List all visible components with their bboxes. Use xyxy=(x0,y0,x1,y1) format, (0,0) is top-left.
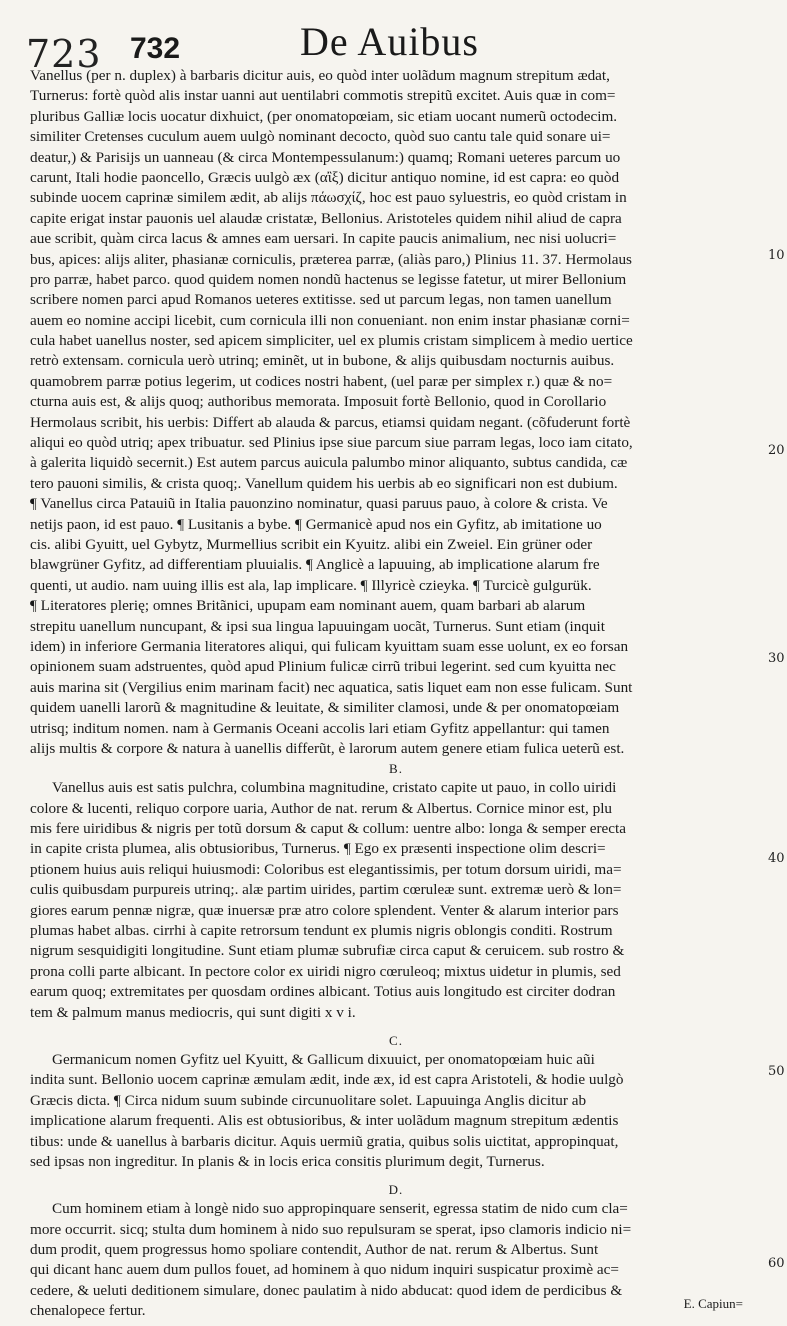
text-line: auem eo nomine accipi licebit, cum cornicula illi non conueniant. non enim instar phasianæ corni= xyxy=(30,311,630,329)
text-line: prona colli parte albicant. In pectore color ex uiridi nigro cœruleoq; mixtus uidetur in plumis, sed xyxy=(30,962,621,980)
text-line: ptionem huius auis reliqui huiusmodi: Coloribus est elegantissimis, per totum dorsum uiridi, ma= xyxy=(30,860,622,878)
text-line: in capite crista plumea, alis obtusioribus, Turnerus. ¶ Ego ex præsenti inspectione olim descri= xyxy=(30,840,606,858)
margin-line-number: 50 xyxy=(768,1064,785,1079)
text-line: netijs paon, id est pauo. ¶ Lusitanis a bybe. ¶ Germanicè apud nos ein Gyfitz, ab imitatione uo xyxy=(30,515,602,533)
text-line: sed ipsas non ingreditur. In planis & in locis erica consitis plurimum degit, Turnerus. xyxy=(30,1152,545,1170)
text-line: blawgrüner Gyfitz, ad differentiam pluuialis. ¶ Anglicè a lapuuing, ab implicatione alarum fre xyxy=(30,556,600,574)
text-line: aue scribit, quàm circa lacus & amnes eam uersari. In capite paucis animalium, nec nisi uolucri= xyxy=(30,230,617,248)
text-line: nigrum sesquidigiti longitudine. Sunt etiam plumæ subrufiæ circa caput & ceruicem. sub rostro & xyxy=(30,942,625,960)
text-line: indita sunt. Bellonio uocem caprinæ æmulam ædit, inde æx, id est capra Aristoteli, & hodie uulgò xyxy=(30,1071,624,1089)
text-line: bus, apices: alijs aliter, phasianæ corniculis, præterea parræ, (aliàs paro,) Plinius 11. 37. Hermolaus xyxy=(30,250,632,268)
text-line: chenalopece fertur. xyxy=(30,1302,146,1320)
section-heading-d: D. xyxy=(388,1182,404,1198)
text-line: quamobrem parræ potius legerim, ut codices nostri habent, (uel paræ per simplex r.) quæ & no= xyxy=(30,372,613,390)
text-line: giores earum pennæ nigræ, quæ inuersæ præ atro colore splendent. Venter & alarum interior pars xyxy=(30,901,619,919)
text-line: tibus: unde & uanellus à barbaris dicitur. Aquis uermiũ gratia, quibus solis uictitat, appropinquat, xyxy=(30,1132,619,1150)
text-line: strepitu uanellum nuncupant, & ipsi sua lingua lapuuingam uocãt, Turnerus. Sunt etiam (inquit xyxy=(30,617,605,635)
text-line: cis. alibi Gyuitt, uel Gybytz, Murmellius scribit ein Kyuitz. alibi ein Zweiel. Ein grüner oder xyxy=(30,535,593,553)
text-line: Vanellus auis est satis pulchra, columbina magnitudine, cristato capite ut pauo, in collo uiridi xyxy=(52,779,617,797)
running-title: De Auibus xyxy=(300,19,479,64)
text-line: alijs multis & corpore & natura à uanellis differũt, è larorum autem genere etiam fulica ueterũ est. xyxy=(30,739,625,757)
text-line: scribere nomen parci apud Romanos ueteres extitisse. sed ut parcum legas, non tamen uanellum xyxy=(30,291,612,309)
main-text xyxy=(30,66,762,1322)
text-line: aliqui eo quòd utriq; apex tribuatur. sed Plinius ipse siue parcum siue parram legas, loco iam citato, xyxy=(30,434,633,452)
text-line: Vanellus (per n. duplex) à barbaris dicitur auis, eo quòd inter uolãdum magnum strepitum ædat, xyxy=(30,67,610,84)
text-line: Germanicum nomen Gyfitz uel Kyuitt, & Gallicum dixuuict, per onomatopœiam huic aũi xyxy=(52,1050,595,1068)
text-line: mis fere uiridibus & nigris per totũ dorsum & caput & collum: uentre albo: longa & semper erecta xyxy=(30,820,626,838)
text-line: ¶ Literatores plerię; omnes Britãnici, upupam eam nominant auem, quam barbari ab alarum xyxy=(30,597,586,615)
text-line: capite erigat instar pauonis uel alaudæ cristatæ, Bellonius. Aristoteles quidem nihil aliud de capra xyxy=(30,209,622,227)
margin-line-number: 60 xyxy=(768,1256,785,1271)
text-line: qui dicant hanc auem dum pullos fouet, ad hominem à quo nidum inquiri suspicatur proximè ac= xyxy=(30,1261,619,1279)
text-line: ¶ Vanellus circa Patauiũ in Italia pauonzino nominatur, quasi paruus pauo, à colore & crista. Ve xyxy=(30,495,608,513)
margin-line-number: 30 xyxy=(768,651,785,666)
text-line: subinde uocem caprinæ similem ædit, ab alijs πάωσχίζ, hoc est pauo syluestris, eo quòd cristam in xyxy=(30,189,627,207)
text-line: Cum hominem etiam à longè nido suo appropinquare senserit, egressa statim de nido cum cla= xyxy=(52,1200,628,1218)
text-line: carunt, Itali hodie paoncello, Græcis uulgò æx (αἲξ) dicitur antiquo nomine, id est capra: eo quòd xyxy=(30,168,620,186)
text-line: à galerita liquidò secernit.) Est autem parcus auicula palumbo minor aliquanto, subtus candida, cæ xyxy=(30,454,628,472)
text-line: earum quoq; extremitates per quosdam ordines albicant. Totius auis longitudo est circiter dodran xyxy=(30,983,616,1001)
margin-line-number: 10 xyxy=(768,248,785,263)
text-line: idem) in inferiore Germania literatores aliqui, qui fulicam kyuittam suam esse uolunt, ex eo forsan xyxy=(30,637,629,655)
text-line: pro parræ, habet parco. quod quidem nomen nondũ hactenus se legisse fatetur, ut mirer Bellonium xyxy=(30,270,627,288)
section-heading-c: C. xyxy=(389,1032,403,1048)
text-line: pluribus Galliæ locis uocatur dixhuict, (per onomatopœiam, sic etiam uocant numerũ octodecim. xyxy=(30,107,618,125)
text-line: opinionem suam adstruentes, quòd apud Plinium fulicæ cirrũ tribui legerint. sed cum kyuitta nec xyxy=(30,658,616,676)
text-line: Hermolaus scribit, his uerbis: Differt ab alauda & parcus, etiamsi quidam negant. (cõfuderunt fortè xyxy=(30,413,631,431)
text-line: quenti, ut audio. nam uuing illis est ala, lap implicare. ¶ Illyricè czieyka. ¶ Turcicè gulgurük. xyxy=(30,576,592,594)
text-line: cula habet uanellus noster, sed apicem simpliciter, uel ex plumis cristam simplicem à medio uertice xyxy=(30,332,633,350)
section-gap xyxy=(30,1172,762,1180)
text-line: colore & lucenti, reliquo corpore uaria, Author de nat. rerum & Albertus. Cornice minor est, plu xyxy=(30,799,613,817)
text-line: quidem uanelli larorũ & magnitudine & leuitate, & similiter clamosi, unde & per onomatopœiam xyxy=(30,699,620,717)
text-line: utrisq; inditum nomen. nam à Germanis Oceani accolis lari etiam Gyfitz appellantur: qui tamen xyxy=(30,719,610,737)
text-line: culis quibusdam purpureis utrinq;. alæ partim uirides, partim cœruleæ sunt. extremæ uerò & lon= xyxy=(30,881,622,899)
text-line: Turnerus: fortè quòd alis instar uanni aut uentilabri commotis strepitũ excitet. Auis quæ in com= xyxy=(30,87,616,105)
text-line: Græcis dicta. ¶ Circa nidum suum subinde circunuolitare solet. Lapuuinga Anglis dicitur ab xyxy=(30,1091,587,1109)
margin-line-number: 20 xyxy=(768,443,785,458)
text-line: more occurrit. sicq; stulta dum hominem à nido suo repulsuram se sperat, ipso clamoris indicio ni= xyxy=(30,1220,632,1238)
text-line: deatur,) & Parisijs un uanneau (& circa Montempessulanum:) quamq; Romani ueteres parcum uo xyxy=(30,148,621,166)
catchword: E. Capiun= xyxy=(683,1296,743,1311)
text-line: tero pauoni similis, & crista quoq;. Vanellum quidem his uerbis ab eo significari non est dubium. xyxy=(30,474,618,492)
text-line: similiter Cretenses cuculum auem uulgò nominant decocto, quòd suo cantu tale quid sonare ui= xyxy=(30,128,611,146)
margin-line-number: 40 xyxy=(768,851,785,866)
text-line: auis marina sit (Vergilius enim marinam facit) nec aquatica, satis liquet eam non esse fulicam. Sunt xyxy=(30,678,633,696)
text-line: plumas habet albas. cirrhi à capite retrorsum tendunt ex plumis nigris oblongis conditi. Rostrum xyxy=(30,922,613,940)
text-line: dum prodit, quem progressus homo spoliare contendit, Author de nat. rerum & Albertus. Sunt xyxy=(30,1241,599,1259)
text-line: tem & palmum manus mediocris, qui sunt digiti x v i. xyxy=(30,1003,356,1021)
text-line: retrò extensam. cornicula uerò utrinq; eminẽt, ut in bubone, & alijs quibusdam nocturnis auibus. xyxy=(30,352,615,370)
printed-folio-number: 732 xyxy=(130,32,181,65)
text-line: cedere, & ueluti deditionem simulare, donec paulatim à nido abducat: quod idem de perdicibus & xyxy=(30,1281,623,1299)
text-line: implicatione alarum frequenti. Alis est obtusioribus, & inter uolãdum magnum strepitum ædentis xyxy=(30,1112,619,1130)
section-heading-b: B. xyxy=(389,761,403,777)
section-gap xyxy=(30,1023,762,1031)
handwritten-folio-number: 723 xyxy=(26,32,102,76)
text-line: cturna auis est, & alijs quoq; authoribus memorata. Imposuit fortè Bellonio, quod in Corollario xyxy=(30,393,607,411)
